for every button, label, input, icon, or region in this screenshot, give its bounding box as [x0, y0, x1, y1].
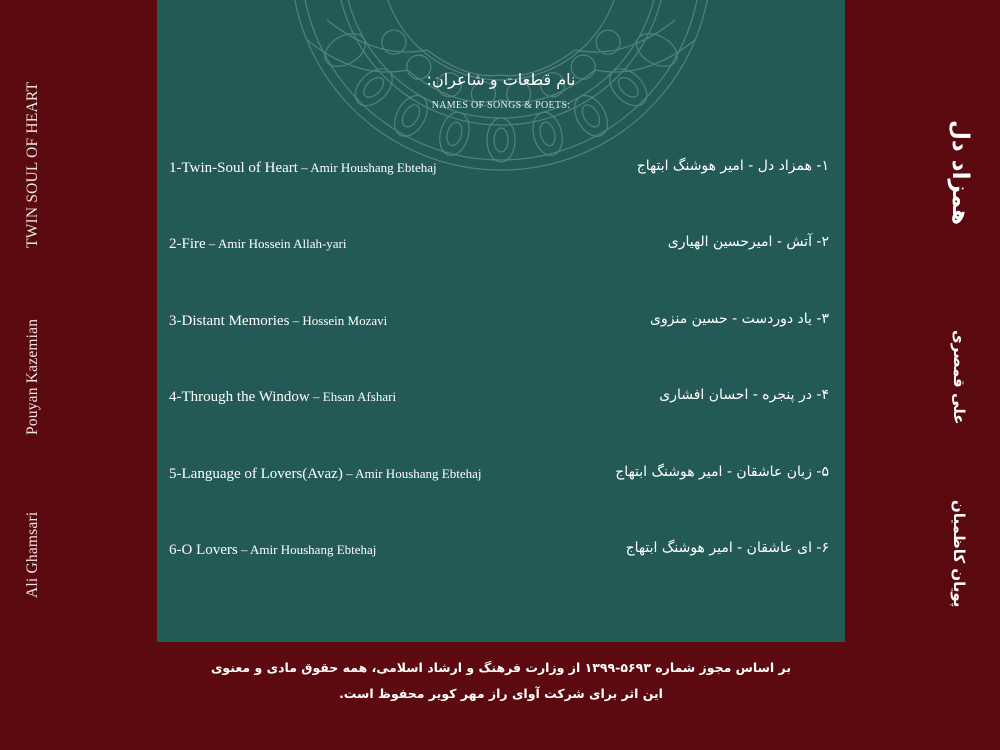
spine-artist1-en: Pouyan Kazemian: [24, 318, 41, 435]
song-separator: –: [297, 160, 311, 175]
song-number: 2-: [169, 236, 182, 252]
song-en-6: [169, 542, 376, 559]
song-title: Distant Memories: [181, 313, 290, 329]
song-poet: Ehsan Afshari: [322, 389, 397, 404]
spine-artist1-fa: علی قمصری: [950, 330, 968, 425]
song-title: Through the Window: [181, 389, 310, 405]
song-fa-2: ۲- آتش - امیرحسین الهیاری: [667, 234, 829, 250]
song-number: 1-: [169, 160, 182, 176]
song-poet: Amir Houshang Ebtehaj: [310, 160, 437, 175]
spine-title-en: TWIN SOUL OF HEART: [24, 81, 41, 248]
footer-line-2: این اثر برای شرکت آوای راز مهر کویر محفوظ است.: [339, 686, 663, 701]
heading-fa: نام قطعات و شاعران:: [426, 70, 576, 89]
song-fa-4: ۴- در پنجره - احسان افشاری: [659, 387, 829, 403]
song-en-2: [169, 236, 347, 253]
song-title: Fire: [181, 236, 206, 252]
song-number: 3-: [169, 313, 182, 329]
song-poet: Amir Hossein Allah-yari: [217, 236, 347, 251]
song-number: 4-: [169, 389, 182, 405]
song-fa-6: ۶- ای عاشقان - امیر هوشنگ ابتهاج: [625, 540, 829, 556]
song-en-1: [169, 160, 437, 177]
footer-line-1: بر اساس مجوز شماره ۵۶۹۳-۱۳۹۹ از وزارت فرهنگ و ارشاد اسلامی، همه حقوق مادی و معنوی: [210, 660, 792, 675]
spine-title-fa: همزاد دل: [947, 120, 973, 226]
song-separator: –: [309, 389, 323, 404]
song-poet: Amir Houshang Ebtehaj: [355, 466, 482, 481]
copyright-footer: [157, 655, 845, 707]
song-title: Twin-Soul of Heart: [181, 160, 298, 176]
song-title: Language of Lovers(Avaz): [181, 466, 343, 482]
song-separator: –: [289, 313, 303, 328]
song-poet: Hossein Mozavi: [302, 313, 388, 328]
song-en-5: [169, 466, 481, 483]
left-spine: [0, 0, 157, 750]
song-fa-3: ۳- یاد دوردست - حسین منزوی: [650, 311, 829, 327]
song-separator: –: [342, 466, 356, 481]
song-number: 6-: [169, 542, 182, 558]
song-separator: –: [237, 542, 251, 557]
song-en-4: [169, 389, 396, 406]
song-poet: Amir Houshang Ebtehaj: [250, 542, 377, 557]
tracklist-panel: [157, 0, 845, 642]
song-en-3: [169, 313, 387, 330]
song-title: O Lovers: [181, 542, 238, 558]
song-fa-5: ۵- زبان عاشقان - امیر هوشنگ ابتهاج: [615, 464, 829, 480]
heading-en: NAMES OF SONGS & POETS:: [431, 100, 571, 111]
spine-artist2-en: Ali Ghamsari: [24, 511, 41, 598]
right-spine: [845, 0, 1000, 750]
spine-artist2-fa: پویان کاظمیان: [950, 500, 968, 608]
song-number: 5-: [169, 466, 182, 482]
song-separator: –: [205, 236, 218, 251]
song-fa-1: ۱- همزاد دل - امیر هوشنگ ابتهاج: [636, 158, 829, 174]
